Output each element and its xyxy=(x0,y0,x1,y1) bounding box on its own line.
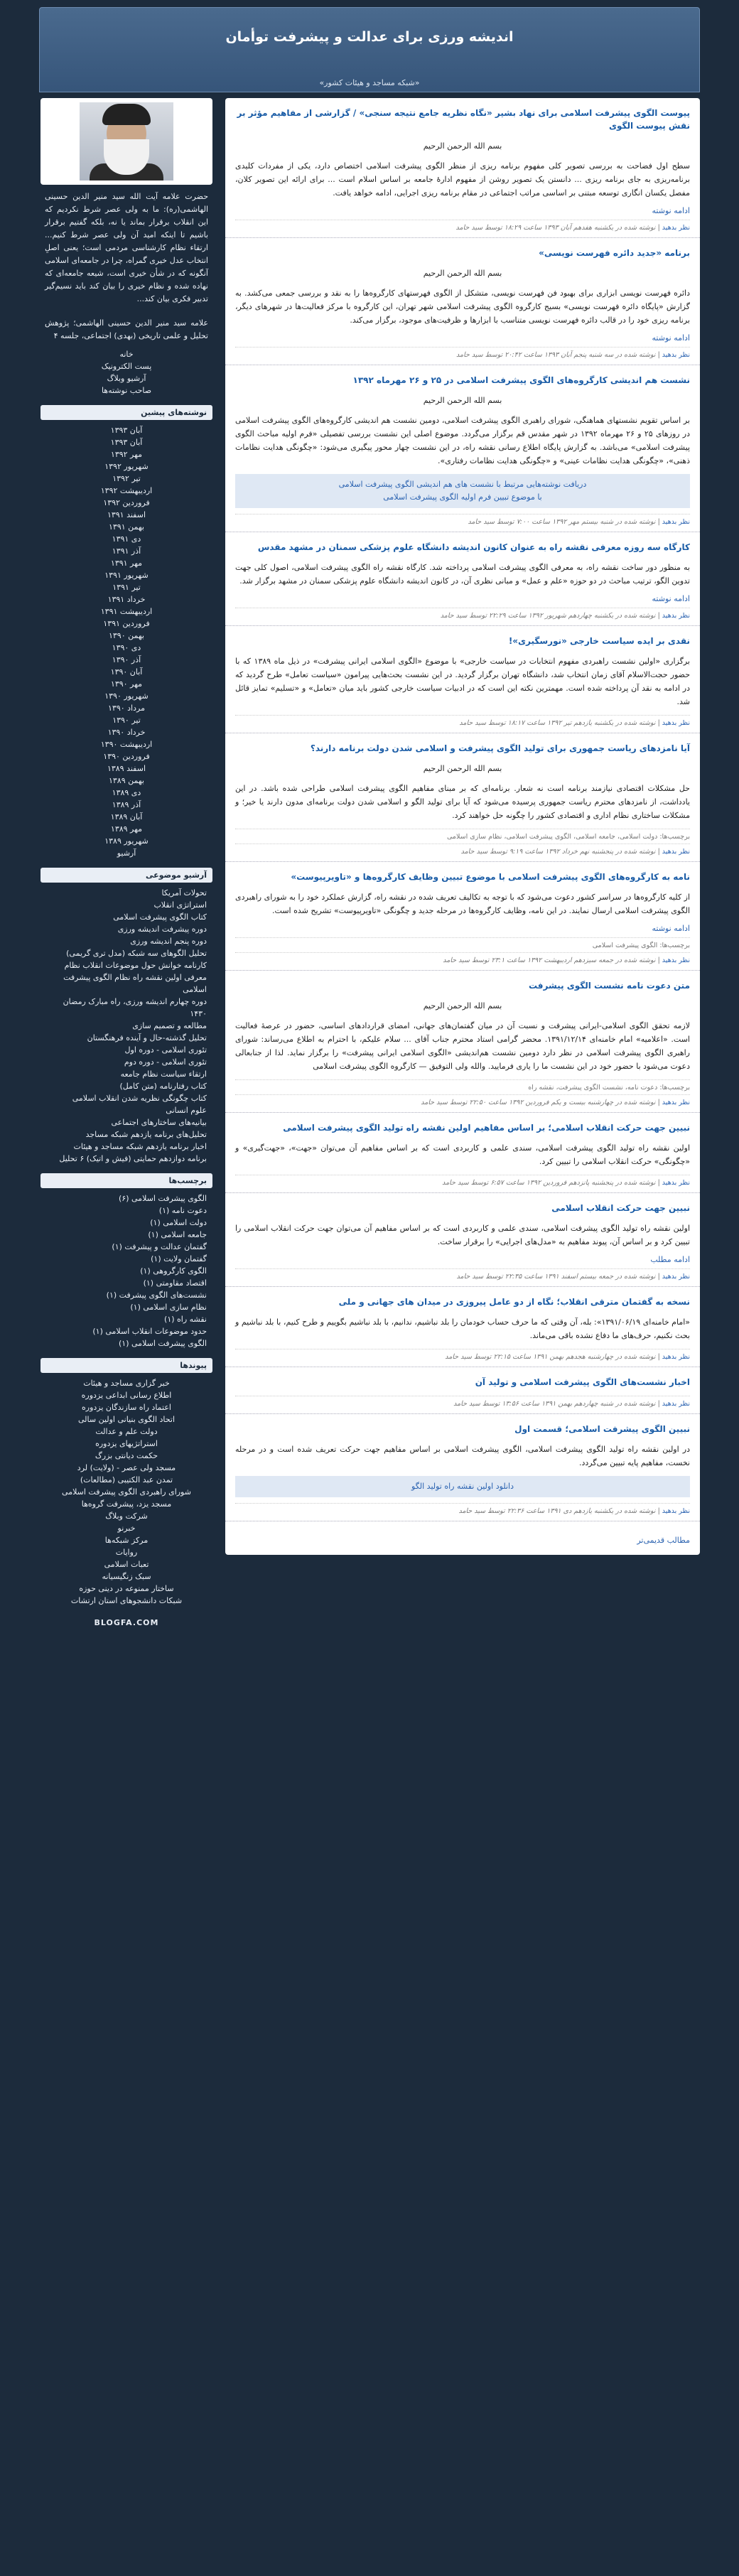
archive-item[interactable]: آبان ۱۳۸۹ xyxy=(110,812,143,821)
post-text: به منظور دور ساخت نقشه راه، به معرفی الگوی پیشرفت اسلامی پرداخته شد. کارگاه نقشه راه الگوی پیشرفت اسلامی، اصول کلی جهت تدوین الگو، ترتیب مباحث در دو حوزه «علم و عمل» و مبانی نظری آن، در کانون اندیشه دانشگاه علوم پزشکی سمنان در مشهد برگزار شد. xyxy=(235,563,690,586)
blog-post xyxy=(225,971,700,1113)
post-meta: نظر بدهید | نوشته شده در چهارشنبه بیست و یکم فروردین ۱۳۹۲ ساعت ۲۲:۵۰ توسط سید حامد xyxy=(235,1094,690,1106)
comment-link[interactable]: نظر بدهید xyxy=(662,956,690,964)
post-body xyxy=(235,1315,690,1342)
post-title[interactable]: نسخه به گفتمان مترقی انقلاب؛ نگاه از دو عامل پیروزی در میدان های جهانی و ملی xyxy=(338,1297,690,1307)
friend-link[interactable]: اطلاع رسانی ابداعی یزدوره xyxy=(81,1391,172,1400)
post-title[interactable]: برنامه «جدید دائره فهرست نویسی» xyxy=(539,248,690,258)
category-item[interactable]: دعوت نامه (۱) xyxy=(158,1206,207,1215)
topic-item[interactable]: دوره چهارم اندیشه ورزی، راه مبارک رمضان ۱۴۳۰ xyxy=(63,997,207,1018)
post-notice-text-2[interactable]: با موضوع تبیین فرم اولیه الگوی پیشرفت اسلامی xyxy=(383,492,542,502)
archive-item[interactable]: مرداد ۱۳۹۰ xyxy=(108,704,145,713)
topic-item[interactable]: ارتقاء سیاست نظام جامعه xyxy=(120,1069,207,1079)
comment-link[interactable]: نظر بدهید xyxy=(662,612,690,620)
sidebar-quote: حضرت علامه آیت الله سید منیر الدین حسینی الهاشمی(ره): ما به ولی عصر شرط نکردیم که این انقلاب برقرار بماند یا نه، بلکه گفتیم برقرار باشیم تا اینکه امید آن ولی عصر شرط کنیم... ارتقاء نظام کارشناسی مردمی است؛ یعنی اصلِ انتخاب عدل خیری گمراه، چرا در جامعه‌ای اسلامی آنگونه که در شأن خیری است، شیعه جامعه‌ای که نهاده شده و نظام خیری را بیان کند باید نسیم‌گیر تدبیر فکری بیان کند... xyxy=(45,192,208,303)
category-item[interactable]: اقتصاد مقاومتی (۱) xyxy=(143,1278,207,1288)
archive-item[interactable]: مهر ۱۳۸۹ xyxy=(110,824,143,834)
read-more-link[interactable]: ادامه نوشته xyxy=(652,206,690,215)
post-meta: نظر بدهید | نوشته شده در شنبه بیستم مهر ۱۳۹۲ ساعت ۷:۰۰ توسط سید حامد xyxy=(235,514,690,526)
post-body xyxy=(235,654,690,708)
post-list xyxy=(225,98,700,1521)
comment-link[interactable]: نظر بدهید xyxy=(662,518,690,526)
category-item[interactable]: جامعه اسلامی (۱) xyxy=(148,1230,207,1239)
friend-link[interactable]: اتحاد الگوی بنیانی اولین سالی xyxy=(77,1415,175,1424)
blog-post xyxy=(225,1193,700,1287)
friends-title: پیوندها xyxy=(41,1358,212,1373)
categories-title: برچسب‌ها xyxy=(41,1173,212,1188)
post-meta: نظر بدهید | نوشته شده در یکشنبه یازدهم تیر ۱۳۹۲ ساعت ۱۸:۱۷ توسط سید حامد xyxy=(235,715,690,727)
post-tags[interactable]: برچسب‌ها: الگوی پیشرفت اسلامی xyxy=(235,937,690,949)
archive-item[interactable]: دی ۱۳۸۹ xyxy=(112,788,141,797)
post-meta: نظر بدهید | نوشته شده در چهارشنبه هجدهم بهمن ۱۳۹۱ ساعت ۲۲:۱۵ توسط سید حامد xyxy=(235,1349,690,1361)
topic-item[interactable]: تئوری اسلامی - دوره دوم xyxy=(124,1057,207,1067)
blog-subtitle: «شبکه مساجد و هیئات کشور» xyxy=(319,78,420,87)
category-item[interactable]: الگوی کارگروهی (۱) xyxy=(140,1266,207,1276)
archive-item[interactable]: دی ۱۳۹۰ xyxy=(112,643,141,652)
archive-item[interactable]: فروردین ۱۳۹۲ xyxy=(103,498,150,507)
post-body xyxy=(235,266,690,327)
archive-item[interactable]: شهریور ۱۳۸۹ xyxy=(104,836,149,846)
post-date: نوشته شده در شنبه بیستم مهر ۱۳۹۲ ساعت ۷:۰۰ توسط سید حامد xyxy=(468,518,656,526)
topic-item[interactable]: دوره پنجم اندیشه ورزی xyxy=(130,937,207,946)
topic-item[interactable]: کارنامه خوانش حول موضوعات انقلاب نظام xyxy=(64,961,207,970)
topics-title: آرشیو موضوعی xyxy=(41,868,212,883)
post-date: نوشته شده در یکشنبه چهاردهم شهریور ۱۳۹۲ ساعت ۲۲:۲۹ توسط سید حامد xyxy=(440,612,656,620)
comment-link[interactable]: نظر بدهید xyxy=(662,1400,690,1408)
friend-link[interactable]: اعتماد راه سازندگان یزدوره xyxy=(82,1403,171,1412)
comment-link[interactable]: نظر بدهید xyxy=(662,1099,690,1106)
post-date: نوشته شده در پنجشنبه نهم خرداد ۱۳۹۲ ساعت ۹:۱۹ توسط سید حامد xyxy=(460,848,656,856)
archive-item[interactable]: مهر ۱۳۹۱ xyxy=(110,559,143,568)
post-title[interactable]: نبیین جهت حرکت انقلاب اسلامی؛ بر اساس مفاهیم اولین نقشه راه تولید الگوی پیشرفت اسلامی xyxy=(283,1123,690,1133)
post-notice-text[interactable]: دریافت نوشته‌هایی مرتبط با نشست های هم اندیشی الگوی پیشرفت اسلامی xyxy=(338,480,587,489)
read-more-link[interactable]: ادامه نوشته xyxy=(652,594,690,603)
category-item[interactable]: الگوی پیشرفت اسلامی (۶) xyxy=(119,1194,207,1203)
post-tags[interactable]: برچسب‌ها: دعوت نامه، نشست الگوی پیشرفت، نقشه راه xyxy=(235,1079,690,1092)
friend-link[interactable]: خبر گزاری مساجد و هیئات xyxy=(83,1379,170,1388)
archive-item[interactable]: آذر ۱۳۹۰ xyxy=(112,655,141,664)
friend-link[interactable]: تمدن عبد الکتیبی (مطالعات) xyxy=(80,1475,173,1484)
read-more-link[interactable]: ادامه نوشته xyxy=(652,333,690,343)
post-body xyxy=(235,1443,690,1470)
post-text: در اولین نقشه راه تولید الگوی پیشرفت اسلامی، الگوی پیشرفت اسلامی بر اساس مفاهیم جهت حرکت تعریف شده است و در مرحله نخست، مفاهیم پایه تبیین می‌گردد. xyxy=(235,1445,690,1467)
archive-item[interactable]: مهر ۱۳۹۰ xyxy=(110,679,143,689)
older-posts-link[interactable]: مطالب قدیمی‌تر xyxy=(637,1536,690,1545)
archive-item[interactable]: آبان ۱۳۹۰ xyxy=(110,667,143,677)
archive-item[interactable]: اسفند ۱۳۹۱ xyxy=(107,510,146,519)
archive-item[interactable]: تیر ۱۳۹۲ xyxy=(112,474,141,483)
post-meta: نظر بدهید | نوشته شده در یکشنبه یازدهم دی ۱۳۹۱ ساعت ۲۲:۳۶ توسط سید حامد xyxy=(235,1503,690,1515)
comment-link[interactable]: نظر بدهید xyxy=(662,1353,690,1361)
category-item[interactable]: دولت اسلامی (۱) xyxy=(150,1218,207,1227)
post-body xyxy=(235,1222,690,1249)
archive-item[interactable]: آبان ۱۳۹۳ xyxy=(110,426,143,435)
friend-link[interactable]: خبرنو xyxy=(117,1524,136,1533)
post-text: لازمه تحقق الگوی اسلامی-ایرانی پیشرفت و نسبت آن در میان گفتمان‌های جهانی، امضای قراردادهای اساسی، حضور در عرصهٔ فعالیت است. «اعلامیه» امام خامنه‌ای ۱۳۹۱/۱۲/۱۴. محضر گرامی استاد محترم جناب آقای ... سلام علیکم، با احترام به اطلاع می‌رساند: شورای راهبری الگوی پیشرفت اسلامی در نظر دارد دومین نشست هم‌اندیشی «الگوی اسلامی ایرانی پیشرفت» را برگزار نماید. لذا از جنابعالی دعوت می‌شود با حضور خود در این نشست ما را یاری فرمایید. والله ولی التوفیق — کارگروه الگوی پیشرفت اسلامی xyxy=(235,1021,690,1071)
comment-link[interactable]: نظر بدهید xyxy=(662,1507,690,1515)
blog-header xyxy=(39,7,700,92)
topic-item[interactable]: دوره پیشرفت اندیشه ورزی xyxy=(117,925,207,934)
blog-post xyxy=(225,98,700,238)
topic-item[interactable]: تئوری اسلامی - دوره اول xyxy=(124,1045,207,1055)
post-title[interactable]: کارگاه سه روزه معرفی نقشه راه به عنوان کانون اندیشه دانشگاه علوم پزشکی سمنان در مشهد مقدس xyxy=(257,542,690,552)
topic-item[interactable]: تحلیل الگوهای سه شبکه (مدل تری گریمی) xyxy=(66,949,207,958)
post-basmala: بسم الله الرحمن الرحیم xyxy=(423,764,502,773)
archive-item[interactable]: بهمن ۱۳۸۹ xyxy=(108,776,144,785)
blog-post xyxy=(225,733,700,862)
post-text: حل مشکلات اقتصادی نیازمند برنامه است نه شعار. برنامه‌ای که بر مبنای مفاهیم الگوی پیشرفت اسلامی طراحی شده باشد. در این یادداشت، از نامزدهای محترم ریاست جمهوری پرسیده می‌شود که آیا برای تولید الگو و اسلامی شدن دولت برنامه‌ای مدون دارند یا خیر؛ و مشکلات ساختاری نظام اداری و اقتصادی کشور را چگونه حل خواهند کرد. xyxy=(235,784,690,820)
post-text: دائره فهرست نویسی ابزاری برای بهبود فن فهرست نویسی، متشکل از الگوی فهرستهای کارگروه‌ها را به نقد و بررسی جمعی می‌کشد. به گزارش «پایگاه دائره فهرست نویسی» بسیج کارگروه الگوی پیشرفت اسلامی شهر تهران، این کارگروه با مرکز فعالیت‌ها در شهرهای دیگر، برنامه ریزی خود را در قالب دائره فهرست نویسی متناسب با ابزارها و ظرفیت‌های موجود، برگزار می‌کند. xyxy=(235,289,690,325)
category-item[interactable]: گفتمان عدالت و پیشرفت (۱) xyxy=(112,1242,207,1251)
topic-item[interactable]: کتاب رفتارنامه (متن کامل) xyxy=(119,1082,207,1091)
blog-post xyxy=(225,532,700,626)
post-body xyxy=(235,1141,690,1168)
categories-list xyxy=(41,1192,212,1349)
post-notice[interactable] xyxy=(235,474,690,508)
friend-link[interactable]: شبکات دانشجوهای استان ارتشات xyxy=(70,1596,183,1605)
post-meta: نظر بدهید | نوشته شده در یکشنبه هفدهم آبان ۱۳۹۳ ساعت ۱۸:۲۹ توسط سید حامد xyxy=(235,220,690,232)
category-item[interactable]: حدود موضوعات انقلاب اسلامی (۱) xyxy=(92,1327,207,1336)
post-date: نوشته شده در جمعه بیستم اسفند ۱۳۹۱ ساعت ۲۲:۳۵ توسط سید حامد xyxy=(456,1273,656,1281)
post-date: نوشته شده در یکشنبه یازدهم دی ۱۳۹۱ ساعت ۲۲:۳۶ توسط سید حامد xyxy=(458,1507,656,1515)
post-title[interactable]: پیوست الگوی پیشرفت اسلامی برای نهاد بشیر «نگاه نظریه جامع نتیجه سنجی» / گزارشی از مفاهیم مؤثر بر نقش پیوست الگوی xyxy=(237,108,690,131)
post-text: از کلیه کارگروه‌ها در سراسر کشور دعوت می‌شود که با توجه به تکالیف تعریف شده در نقشه راه، گزارش عملکرد خود را به شورای راهبردی الگوی پیشرفت اسلامی ارسال نمایند. در این نامه، وظایف کارگروه‌ها در مرحله جدید و چگونگی «تاویرپیوست» تشریح شده است. xyxy=(235,893,690,915)
archive-item[interactable]: بهمن ۱۳۹۰ xyxy=(108,631,144,640)
category-item[interactable]: نقشه راه (۱) xyxy=(164,1315,207,1324)
post-date: نوشته شده در یکشنبه هفدهم آبان ۱۳۹۳ ساعت ۱۸:۲۹ توسط سید حامد xyxy=(455,224,656,232)
archive-item[interactable]: اسفند ۱۳۸۹ xyxy=(107,764,146,773)
friend-link[interactable]: مسجد یزد، پیشرفت گروه‌ها xyxy=(81,1499,172,1509)
blog-post xyxy=(225,626,700,733)
post-basmala: بسم الله الرحمن الرحیم xyxy=(423,1001,502,1011)
post-body xyxy=(235,890,690,917)
comment-link[interactable]: نظر بدهید xyxy=(662,848,690,856)
archive-item[interactable]: بهمن ۱۳۹۱ xyxy=(108,522,144,532)
blog-post xyxy=(225,238,700,365)
post-text: برگزاری «اولین نشست راهبردی مفهوم انتخابات در سیاست خارجی» با موضوع «الگوی اسلامی ایرانی پیشرفت» در ذیل ماه ۱۳۸۹ که با حضور حجت‌الاسلام آقای زمان انتخاب شد، دانشگاه تهران برگزار گردید. در این نشست بحث‌هایی پیرامون «سیاست تعامل» طرح گردید که در ادامه به نقد آن پرداخته شده است. مهمترین نکته این است که در ادبیات سیاست خارجی کشور باید میان «تعامل» و «تسلیم» تمایز قائل شد. xyxy=(235,657,690,706)
sidebar-link[interactable]: خانه xyxy=(119,350,134,359)
sidebar-link[interactable]: صاحب نوشته‌ها xyxy=(101,386,152,395)
friend-link[interactable]: مسجد ولی عصر - (ولایت) لرد xyxy=(77,1463,176,1472)
archive-item[interactable]: دی ۱۳۹۱ xyxy=(112,534,141,544)
topic-item[interactable]: اخبار برنامه یازدهم شبکه مساجد و هیئات xyxy=(73,1142,207,1151)
friend-link[interactable]: روایات xyxy=(115,1548,138,1557)
archive-item[interactable]: شهریور ۱۳۹۲ xyxy=(104,462,149,471)
post-text: اولین نقشه راه تولید الگوی پیشرفت اسلامی، سندی علمی و کاربردی است که بر اساس مفاهیم آن می‌توان جهت حرکت انقلاب اسلامی را تبیین کرد و بر اساس آن، پیوند مفاهیم به «مدل‌های اجرایی» را برقرار ساخت. xyxy=(235,1224,690,1246)
post-body xyxy=(235,999,690,1073)
post-title[interactable]: نقدی بر ایده سیاست خارجی «نورسگیری»! xyxy=(508,636,690,646)
read-more-link[interactable]: ادامه مطلب xyxy=(650,1255,690,1264)
post-meta: نظر بدهید | نوشته شده در پنجشنبه پانزدهم فروردین ۱۳۹۲ ساعت ۶:۵۷ توسط سید حامد xyxy=(235,1175,690,1187)
archive-item[interactable]: تیر ۱۳۹۱ xyxy=(112,583,141,592)
sidebar-links xyxy=(41,348,212,397)
post-date: نوشته شده در جمعه سیزدهم اردیبهشت ۱۳۹۲ ساعت ۲۳:۱ توسط سید حامد xyxy=(443,956,656,964)
sidebar-link[interactable]: پست الکترونیک xyxy=(101,362,152,371)
friend-link[interactable]: سبک زنگیسیانه xyxy=(102,1572,151,1581)
portrait-image xyxy=(80,102,173,180)
archive-item[interactable]: آذر ۱۳۸۹ xyxy=(112,800,141,809)
post-notice-text[interactable]: دانلود اولین نقشه راه تولید الگو xyxy=(411,1482,514,1491)
comment-link[interactable]: نظر بدهید xyxy=(662,719,690,727)
topic-item[interactable]: تحلیل گذشته-حال و آینده فرهنگستان xyxy=(87,1033,207,1042)
comment-link[interactable]: نظر بدهید xyxy=(662,351,690,359)
topic-item[interactable]: تحولات آمریکا xyxy=(161,888,207,898)
topic-item[interactable]: علوم انسانی xyxy=(166,1106,207,1115)
blog-post xyxy=(225,1367,700,1414)
friends-list xyxy=(41,1377,212,1607)
post-text: اولین نقشه راه تولید الگوی پیشرفت اسلامی، سندی علمی و کاربردی است که بر اساس مفاهیم آن می‌توان «جهت»، «جهت‌گیری» و «چگونگی» حرکت انقلاب اسلامی را تبیین کرد. xyxy=(235,1143,690,1166)
post-body xyxy=(235,561,690,588)
post-title[interactable]: نبیین جهت حرکت انقلاب اسلامی xyxy=(551,1203,690,1213)
blog-post xyxy=(225,862,700,971)
post-date: نوشته شده در سه شنبه پنجم آبان ۱۳۹۳ ساعت ۲۰:۴۲ توسط سید حامد xyxy=(456,351,656,359)
blog-title[interactable]: اندیشه ورزی برای عدالت و پیشرفت توأمان xyxy=(225,29,514,45)
archive-item[interactable]: اردیبهشت ۱۳۹۲ xyxy=(100,486,153,495)
topic-item[interactable]: کتاب الگوی پیشرفت اسلامی xyxy=(113,912,207,922)
post-basmala: بسم الله الرحمن الرحیم xyxy=(423,269,502,278)
post-tags[interactable]: برچسب‌ها: دولت اسلامی، جامعه اسلامی، الگوی پیشرفت اسلامی، نظام سازی اسلامی xyxy=(235,829,690,841)
topic-item[interactable]: مطالعه و تصمیم سازی xyxy=(132,1021,207,1030)
post-meta: نظر بدهید | نوشته شده در شنبه چهاردهم بهمن ۱۳۹۱ ساعت ۱۳:۵۶ توسط سید حامد xyxy=(235,1396,690,1408)
post-text: بر اساس تقویم نشستهای هماهنگی، شورای راهبری الگوی پیشرفت اسلامی، دومین نشست هم اندیشی کارگروه‌های الگوی پیشرفت اسلامی در روزهای ۲۵ و ۲۶ مهرماه ۱۳۹۲ در شهر مقدس قم برگزار می‌گردد. موضوع اصلی این نشست بررسی تفصیلی «فرم اولیه مباحث الگوی پیشرفت اسلامی» می‌باشد. به گزارش پایگاه اطلاع رسانی نقشه راه، در این نشست چهار محور پیگیری می‌شود: «چگونگی هدایت نظامات ذهنی»، «چگونگی هدایت نظامات عینی» و «چگونگی هدایت نظامات رفتاری». xyxy=(235,416,690,465)
archive-item[interactable]: اردیبهشت ۱۳۹۱ xyxy=(100,607,153,616)
post-body xyxy=(235,394,690,468)
archive-item[interactable]: آبان ۱۳۹۳ xyxy=(110,438,143,447)
archive-list xyxy=(41,424,212,859)
friend-link[interactable]: دولت علم و عدالت xyxy=(95,1427,158,1436)
topic-item[interactable]: معرفی اولین نقشه راه نظام الگوی پیشرفت اسلامی xyxy=(63,973,207,994)
post-body xyxy=(235,139,690,200)
post-meta: نظر بدهید | نوشته شده در جمعه سیزدهم اردیبهشت ۱۳۹۲ ساعت ۲۳:۱ توسط سید حامد xyxy=(235,952,690,964)
blog-post xyxy=(225,1113,700,1193)
comment-link[interactable]: نظر بدهید xyxy=(662,1179,690,1187)
post-title[interactable]: نامه به کارگروه‌های الگوی پیشرفت اسلامی با موضوع تبیین وظایف کارگروه‌ها و «تاویرپیوست» xyxy=(291,872,690,882)
post-notice[interactable] xyxy=(235,1476,690,1497)
sidebar-quote-sign: علامه سید منیر الدین حسینی الهاشمی؛ پژوهش تحلیل و علمی تاریخی (بهدی) اجتماعی، جلسه ۴ xyxy=(45,318,208,340)
category-item[interactable]: نظام سازی اسلامی (۱) xyxy=(130,1303,207,1312)
post-date: نوشته شده در شنبه چهاردهم بهمن ۱۳۹۱ ساعت ۱۳:۵۶ توسط سید حامد xyxy=(453,1400,656,1408)
friend-link[interactable]: استراتژیهای یزدوره xyxy=(95,1439,158,1448)
blog-post xyxy=(225,1287,700,1367)
category-item[interactable]: الگوی پیشرفت اسلامی (۱) xyxy=(119,1339,207,1348)
friend-link[interactable]: شرکت وبلاگ xyxy=(105,1511,148,1521)
post-text: «امام خامنه‌ای ۱۳۹۱/۰۶/۱۹»: بله، آن وقتی که ما حرف حساب خودمان را بلد نباشیم، ندانیم، با بلد نباشیم بگوییم و طرح کنیم، با بلد نباشیم و بحث نکنیم، حرف‌های ما دفاع نشده باقی می‌ماند. xyxy=(235,1317,690,1340)
main-content xyxy=(225,98,700,1555)
archive-item[interactable]: شهریور ۱۳۹۰ xyxy=(104,691,149,701)
post-basmala: بسم الله الرحمن الرحیم xyxy=(423,141,502,151)
archive-title: نوشته‌های پیشین xyxy=(41,405,212,420)
blogfa-logo[interactable]: BLOGFA.COM xyxy=(94,1618,159,1627)
archive-item[interactable]: تیر ۱۳۹۰ xyxy=(112,716,141,725)
topic-item[interactable]: تحلیل‌های برنامه یازدهم شبکه مساجد xyxy=(85,1130,207,1139)
post-basmala: بسم الله الرحمن الرحیم xyxy=(423,396,502,405)
post-title[interactable]: نشست هم اندیشی کارگروه‌های الگوی پیشرفت اسلامی در ۲۵ و ۲۶ مهرماه ۱۳۹۲ xyxy=(352,375,690,385)
archive-item[interactable]: فروردین ۱۳۹۱ xyxy=(103,619,150,628)
sidebar-link[interactable]: آرشیو وبلاگ xyxy=(107,374,146,383)
post-meta: نظر بدهید | نوشته شده در سه شنبه پنجم آبان ۱۳۹۳ ساعت ۲۰:۴۲ توسط سید حامد xyxy=(235,347,690,359)
post-date: نوشته شده در چهارشنبه بیست و یکم فروردین ۱۳۹۲ ساعت ۲۲:۵۰ توسط سید حامد xyxy=(421,1099,656,1106)
archive-item[interactable]: خرداد ۱۳۹۱ xyxy=(107,595,146,604)
post-date: نوشته شده در چهارشنبه هجدهم بهمن ۱۳۹۱ ساعت ۲۲:۱۵ توسط سید حامد xyxy=(445,1353,656,1361)
post-meta: نظر بدهید | نوشته شده در پنجشنبه نهم خرداد ۱۳۹۲ ساعت ۹:۱۹ توسط سید حامد xyxy=(235,844,690,856)
friend-link[interactable]: مرکز شبکه‌ها xyxy=(104,1536,149,1545)
archive-item[interactable]: شهریور ۱۳۹۱ xyxy=(104,571,149,580)
blog-post xyxy=(225,1414,700,1521)
blog-post xyxy=(225,365,700,532)
post-title[interactable]: نبیین الگوی پیشرفت اسلامی؛ قسمت اول xyxy=(514,1424,690,1434)
sidebar xyxy=(41,98,212,1633)
friend-link[interactable]: تعبات اسلامی xyxy=(104,1560,149,1569)
topic-item[interactable]: بیانیه‌های ساختارهای اجتماعی xyxy=(111,1118,207,1127)
post-date: نوشته شده در یکشنبه یازدهم تیر ۱۳۹۲ ساعت ۱۸:۱۷ توسط سید حامد xyxy=(459,719,656,727)
comment-link[interactable]: نظر بدهید xyxy=(662,1273,690,1281)
friend-link[interactable]: شورای راهبردی الگوی پیشرفت اسلامی xyxy=(62,1487,191,1497)
post-title[interactable]: اخبار نشست‌های الگوی پیشرفت اسلامی و تولید آن xyxy=(475,1377,690,1387)
archive-item[interactable]: خرداد ۱۳۹۰ xyxy=(107,728,146,737)
sidebar-photo-box xyxy=(41,98,212,185)
archive-item[interactable]: مهر ۱۳۹۲ xyxy=(110,450,143,459)
topic-item[interactable]: کتاب چگونگی نظریه شدن انقلاب اسلامی xyxy=(72,1094,207,1103)
post-title[interactable]: متن دعوت نامه نشست الگوی پیشرفت xyxy=(528,981,690,991)
topic-item[interactable]: استراتژی انقلاب xyxy=(153,900,207,910)
archive-item[interactable]: آذر ۱۳۹۱ xyxy=(112,546,141,556)
read-more-link[interactable]: ادامه نوشته xyxy=(652,924,690,933)
archive-item[interactable]: فروردین ۱۳۹۰ xyxy=(103,752,150,761)
post-title[interactable]: آیا نامزدهای ریاست جمهوری برای تولید الگوی پیشرفت و اسلامی شدن دولت برنامه دارند؟ xyxy=(310,743,690,753)
category-item[interactable]: گفتمان ولایت (۱) xyxy=(151,1254,207,1263)
post-meta: نظر بدهید | نوشته شده در جمعه بیستم اسفند ۱۳۹۱ ساعت ۲۲:۳۵ توسط سید حامد xyxy=(235,1268,690,1281)
category-item[interactable]: نشست‌های الگوی پیشرفت (۱) xyxy=(106,1290,207,1300)
post-text: سطح اول فضاحت به بررسی تصویر کلی مفهوم برنامه ریزی از منظر الگوی پیشرفت اسلامی اختصاص دارد، یکی از مفردات کلیدی برنامه‌ریزی به جای برنامه ریزی ... دانستن یک تصویر روشن از مفهوم ادارهٔ جامعه بر اساس اسلام است ... برای ارائه این تصویر کلان، مفصل یکسان انگاری توسعه مبتنی بر اساسی مراتب اجتماعی در مقام برنامه ریزی اجرایی، ادامه خواهد یافت. xyxy=(235,161,690,198)
topics-list xyxy=(41,887,212,1165)
friend-link[interactable]: حکمت دیانتی بزرگ xyxy=(95,1451,158,1460)
post-meta: نظر بدهید | نوشته شده در یکشنبه چهاردهم شهریور ۱۳۹۲ ساعت ۲۲:۲۹ توسط سید حامد xyxy=(235,608,690,620)
archive-item[interactable]: آرشیو xyxy=(117,848,136,858)
friend-link[interactable]: ساختار ممنوعه در دینی حوزه xyxy=(79,1584,174,1593)
archive-item[interactable]: اردیبهشت ۱۳۹۰ xyxy=(100,740,153,749)
post-date: نوشته شده در پنجشنبه پانزدهم فروردین ۱۳۹۲ ساعت ۶:۵۷ توسط سید حامد xyxy=(442,1179,656,1187)
comment-link[interactable]: نظر بدهید xyxy=(662,224,690,232)
topic-item[interactable]: برنامه دوازدهم حمایتی (فیش و اتیک) ۶ تحلیل xyxy=(59,1154,207,1163)
post-body xyxy=(235,762,690,822)
